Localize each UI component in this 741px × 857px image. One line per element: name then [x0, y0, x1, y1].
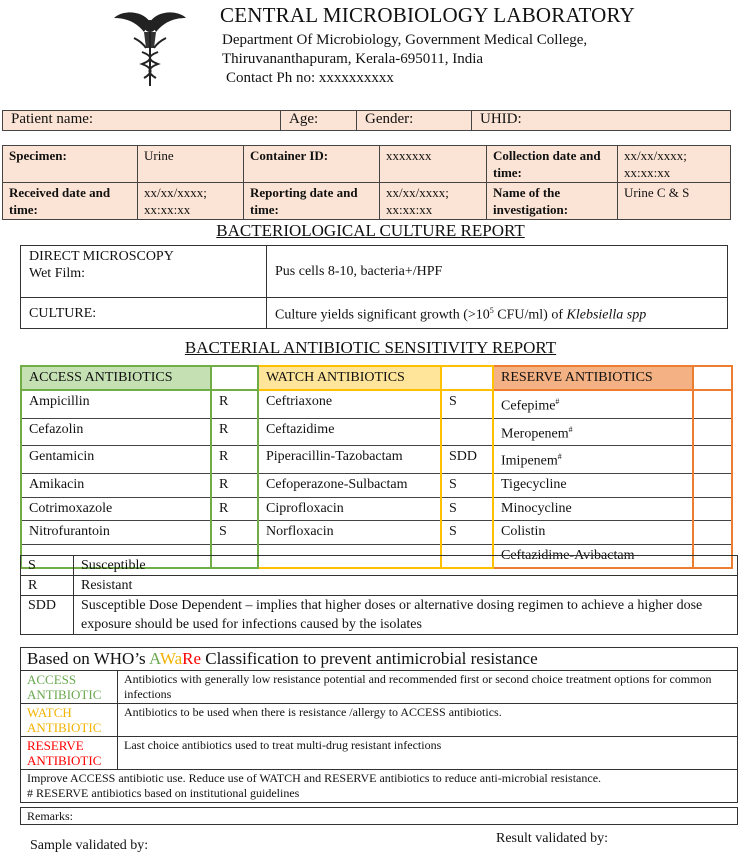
- watch-result: S: [441, 390, 493, 418]
- access-antibiotic: Cefazolin: [21, 418, 211, 446]
- aware-description: Antibiotics to be used when there is resistance /allergy to ACCESS antibiotics.: [118, 704, 738, 737]
- legend-code: S: [21, 556, 74, 576]
- aware-a: A: [149, 649, 160, 668]
- legend-description: Resistant: [74, 576, 738, 596]
- specimen-value: xx/xx/xxxx; xx:xx:xx: [380, 183, 487, 220]
- access-result: R: [211, 418, 258, 446]
- result-header: [441, 366, 493, 390]
- access-result: S: [211, 521, 258, 545]
- wet-film-value: Pus cells 8-10, bacteria+/HPF: [267, 246, 728, 298]
- watch-result: S: [441, 497, 493, 521]
- aware-description: Antibiotics with generally low resistance potential and recommended first or second choice treatment options for common infections: [118, 671, 738, 704]
- antibiotic-row: [21, 418, 732, 446]
- uhid-field[interactable]: UHID:: [472, 111, 731, 131]
- contact-line: Contact Ph no: xxxxxxxxxx: [226, 70, 394, 86]
- watch-antibiotic: Ciprofloxacin: [258, 497, 441, 521]
- direct-microscopy-label: [21, 246, 267, 298]
- culture-exponent: 5: [489, 306, 494, 316]
- reserve-result: [693, 473, 732, 497]
- interpretation-legend-table: [20, 555, 738, 635]
- specimen-value: xx/xx/xxxx; xx:xx:xx: [618, 146, 731, 183]
- aware-category: WATCH ANTIBIOTIC: [21, 704, 118, 737]
- aware-wa: Wa: [159, 649, 183, 668]
- legend-row: [21, 556, 738, 576]
- access-antibiotic: Nitrofurantoin: [21, 521, 211, 545]
- access-result: R: [211, 390, 258, 418]
- reserve-result: [693, 418, 732, 446]
- specimen-value: xx/xx/xxxx; xx:xx:xx: [138, 183, 244, 220]
- aware-category: ACCESS ANTIBIOTIC: [21, 671, 118, 704]
- aware-note-1: Improve ACCESS antibiotic use. Reduce use of WATCH and RESERVE antibiotics to reduce anti-microbial resistance.: [27, 771, 602, 785]
- culture-text: Culture yields significant growth (>10: [275, 307, 490, 323]
- reserve-antibiotic: Meropenem#: [493, 418, 693, 446]
- organism-name: Klebsiella spp: [566, 307, 647, 323]
- watch-antibiotic: Piperacillin-Tazobactam: [258, 446, 441, 474]
- result-header: [211, 366, 258, 390]
- culture-value: [267, 298, 728, 329]
- department-line: Department Of Microbiology, Government Medical College,: [222, 32, 588, 48]
- reserve-antibiotic: Colistin: [493, 521, 693, 545]
- specimen-label: Received date and time:: [3, 183, 138, 220]
- aware-re: Re: [182, 649, 202, 668]
- microscopy-heading: DIRECT MICROSCOPY: [29, 249, 174, 264]
- reserve-antibiotic: Ceftazidime-Avibactam: [493, 544, 693, 568]
- specimen-label: Container ID:: [244, 146, 380, 183]
- antibiotic-row: [21, 446, 732, 474]
- address-line: Thiruvananthapuram, Kerala-695011, India: [222, 51, 484, 67]
- watch-antibiotics-header: WATCH ANTIBIOTICS: [258, 366, 441, 390]
- aware-title-text-2: Classification to prevent antimicrobial resistance: [201, 649, 538, 668]
- specimen-row: [3, 146, 731, 183]
- aware-description: Last choice antibiotics used to treat multi-drug resistant infections: [118, 737, 738, 770]
- patient-info-table: [2, 110, 731, 131]
- specimen-table: [2, 145, 731, 220]
- antibiotic-row: [21, 473, 732, 497]
- patient-name-field[interactable]: Patient name:: [3, 111, 281, 131]
- result-validated-by: Result validated by:: [496, 831, 608, 846]
- watch-result: [441, 418, 493, 446]
- reserve-result: [693, 497, 732, 521]
- gender-field[interactable]: Gender:: [357, 111, 472, 131]
- sensitivity-report-title: BACTERIAL ANTIBIOTIC SENSITIVITY REPORT: [184, 338, 557, 357]
- reserve-result: [693, 390, 732, 418]
- access-antibiotics-header: ACCESS ANTIBIOTICS: [21, 366, 211, 390]
- aware-row: [21, 737, 738, 770]
- legend-row: [21, 596, 738, 635]
- culture-label: CULTURE:: [21, 298, 267, 329]
- specimen-label: Specimen:: [3, 146, 138, 183]
- aware-row: [21, 704, 738, 737]
- antibiotic-row: [21, 521, 732, 545]
- legend-description: Susceptible: [74, 556, 738, 576]
- access-antibiotic: Gentamicin: [21, 446, 211, 474]
- aware-category: RESERVE ANTIBIOTIC: [21, 737, 118, 770]
- reserve-result: [693, 521, 732, 545]
- aware-title: [21, 648, 738, 671]
- culture-report-title: BACTERIOLOGICAL CULTURE REPORT: [216, 221, 525, 240]
- antibiotic-sensitivity-table: [20, 365, 733, 569]
- reserve-antibiotic: Imipenem#: [493, 446, 693, 474]
- reserve-antibiotic: Minocycline: [493, 497, 693, 521]
- aware-title-text: Based on WHO’s: [27, 649, 149, 668]
- legend-code: SDD: [21, 596, 74, 635]
- wet-film-label: Wet Film:: [29, 266, 86, 281]
- watch-result: S: [441, 521, 493, 545]
- antibiotic-row: [21, 390, 732, 418]
- specimen-row: [3, 183, 731, 220]
- access-antibiotic: Amikacin: [21, 473, 211, 497]
- access-antibiotic: Ampicillin: [21, 390, 211, 418]
- result-header: [693, 366, 732, 390]
- reserve-result: [693, 446, 732, 474]
- reserve-guideline-mark: #: [555, 397, 560, 406]
- aware-note-2: # RESERVE antibiotics based on institutional guidelines: [27, 786, 300, 800]
- culture-text-2: CFU/ml) of: [493, 307, 567, 323]
- remarks-field[interactable]: Remarks:: [20, 807, 738, 825]
- aware-notes: [21, 770, 738, 803]
- watch-antibiotic: Norfloxacin: [258, 521, 441, 545]
- reserve-guideline-mark: #: [557, 452, 562, 462]
- watch-result: S: [441, 473, 493, 497]
- lab-title: CENTRAL MICROBIOLOGY LABORATORY: [220, 3, 635, 27]
- antibiotic-header-row: [21, 366, 732, 390]
- watch-result: SDD: [441, 446, 493, 474]
- age-field[interactable]: Age:: [281, 111, 357, 131]
- specimen-value: xxxxxxx: [380, 146, 487, 183]
- reserve-guideline-mark: #: [568, 424, 573, 434]
- aware-classification-table: [20, 647, 738, 803]
- access-result: R: [211, 446, 258, 474]
- reserve-antibiotic: Cefepime#: [493, 390, 693, 418]
- specimen-value: Urine C & S: [618, 183, 731, 220]
- specimen-value: Urine: [138, 146, 244, 183]
- watch-antibiotic: Cefoperazone-Sulbactam: [258, 473, 441, 497]
- watch-antibiotic: Ceftazidime: [258, 418, 441, 446]
- reserve-antibiotic: Tigecycline: [493, 473, 693, 497]
- access-result: R: [211, 497, 258, 521]
- access-antibiotic: Cotrimoxazole: [21, 497, 211, 521]
- aware-row: [21, 671, 738, 704]
- reserve-antibiotics-header: RESERVE ANTIBIOTICS: [493, 366, 693, 390]
- legend-description: Susceptible Dose Dependent – implies that higher doses or alternative dosing regimen to achieve a higher dose exposure should be used for infections caused by the isolates: [74, 596, 738, 635]
- watch-antibiotic: Ceftriaxone: [258, 390, 441, 418]
- laboratory-logo: [112, 8, 188, 88]
- sample-validated-by: Sample validated by:: [30, 838, 149, 853]
- culture-table: [20, 245, 728, 329]
- antibiotic-row: [21, 497, 732, 521]
- access-result: R: [211, 473, 258, 497]
- specimen-label: Collection date and time:: [487, 146, 618, 183]
- specimen-label: Reporting date and time:: [244, 183, 380, 220]
- specimen-label: Name of the investigation:: [487, 183, 618, 220]
- legend-row: [21, 576, 738, 596]
- legend-code: R: [21, 576, 74, 596]
